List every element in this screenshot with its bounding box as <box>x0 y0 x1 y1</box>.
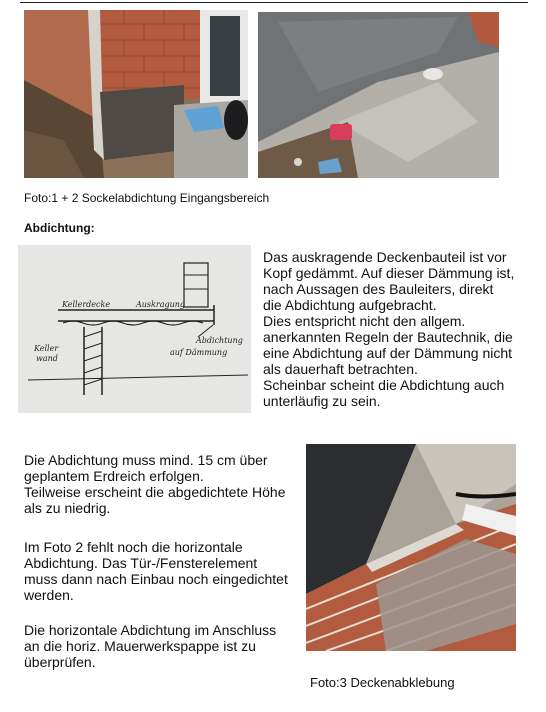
text-line: Teilweise erscheint die abgedichtete Höhe <box>24 484 286 500</box>
photo-1-plinth-corner <box>24 10 248 178</box>
photo-2-sealing-detail <box>258 12 499 178</box>
sketch-label-kellerwand-1: Keller <box>34 344 59 353</box>
sketch-label-kellerdecke: Kellerdecke <box>62 300 111 309</box>
text-line: Im Foto 2 fehlt noch die horizontale <box>24 539 243 555</box>
sketch-label-kellerwand-2: wand <box>36 354 58 363</box>
text-line: nach Aussagen des Bauleiters, direkt <box>263 281 494 297</box>
text-line: anerkannten Regeln der Bautechnik, die <box>263 329 513 345</box>
text-line: überprüfen. <box>24 654 96 670</box>
sketch-label-abdichtung-2: auf Dämmung <box>170 348 228 357</box>
text-line: Scheinbar scheint die Abdichtung auch <box>263 377 505 393</box>
text-line: als zu niedrig. <box>24 500 111 516</box>
text-line: unterläufig zu sein. <box>263 393 381 409</box>
text-left-paragraph-1 <box>24 452 294 516</box>
text-line: an die horiz. Mauerwerkspappe ist zu <box>24 638 256 654</box>
text-line: Kopf gedämmt. Auf dieser Dämmung ist, <box>263 265 515 281</box>
text-line: werden. <box>24 587 74 603</box>
sketch-label-abdichtung-1: Abdichtung <box>196 336 243 345</box>
text-line: Abdichtung. Das Tür-/Fensterelement <box>24 555 258 571</box>
text-left-paragraph-3 <box>24 622 294 670</box>
text-line: Das auskragende Deckenbauteil ist vor <box>263 249 507 265</box>
text-right-paragraph <box>263 249 538 409</box>
top-rule <box>20 2 528 3</box>
text-line: muss dann nach Einbau noch eingedichtet <box>24 571 288 587</box>
caption-foto-3: Foto:3 Deckenabklebung <box>310 675 455 690</box>
text-line: Dies entspricht nicht den allgem. <box>263 313 466 329</box>
text-left-paragraph-2 <box>24 539 294 603</box>
text-line: eine Abdichtung auf der Dämmung nicht <box>263 345 513 361</box>
section-heading: Abdichtung: <box>24 221 95 235</box>
text-line: geplantem Erdreich erfolgen. <box>24 468 204 484</box>
sketch-ceiling-detail <box>18 245 251 413</box>
photo-3-ceiling-taping <box>306 444 516 651</box>
sketch-label-auskragung: Auskragung <box>136 300 186 309</box>
text-line: die Abdichtung aufgebracht. <box>263 297 437 313</box>
text-line: Die horizontale Abdichtung im Anschluss <box>24 622 277 638</box>
caption-foto-1-2: Foto:1 + 2 Sockelabdichtung Eingangsbereich <box>24 191 270 205</box>
text-line: als dauerhaft betrachten. <box>263 361 418 377</box>
text-line: Die Abdichtung muss mind. 15 cm über <box>24 452 268 468</box>
